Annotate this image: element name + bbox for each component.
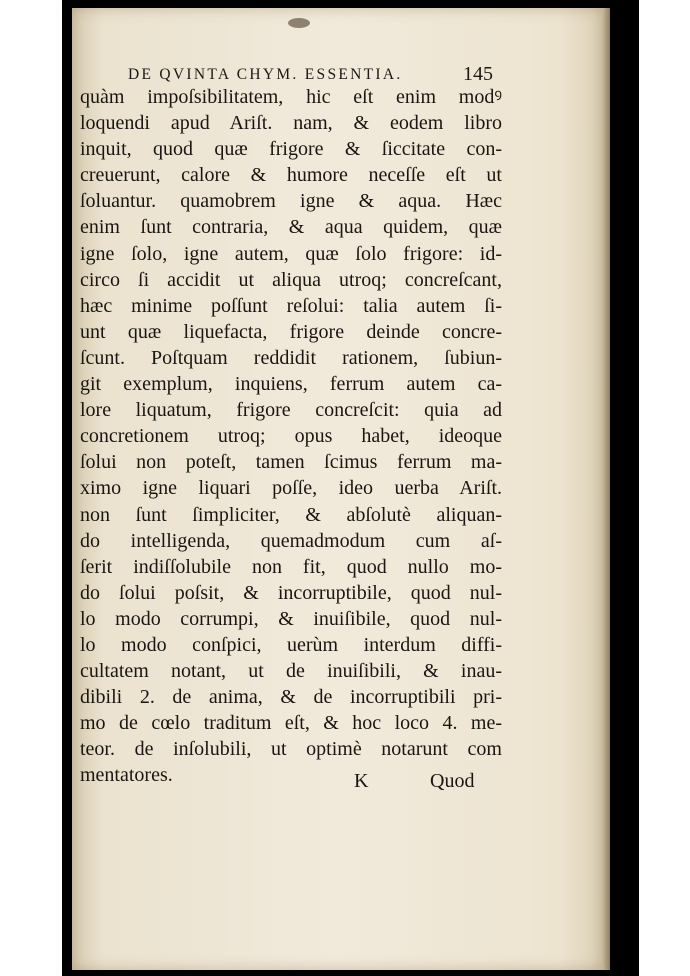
running-head: DE QVINTA CHYM. ESSENTIA. xyxy=(128,66,403,83)
text-line: ſoluantur. quamobrem igne & aqua. Hæc xyxy=(80,190,502,213)
text-line: cultatem notant, ut de inuiſibili, & inau- xyxy=(80,660,502,683)
text-line: unt quæ liquefacta, frigore deinde concre- xyxy=(80,320,502,343)
text-line: do ſolui poſsit, & incorruptibile, quod nul- xyxy=(80,581,502,604)
footer-row xyxy=(80,770,502,800)
text-line: creuerunt, calore & humore neceſſe eſt ut xyxy=(80,164,502,187)
text-line: ſerit indiſſolubile non fit, quod nullo mo- xyxy=(80,555,502,578)
text-line: concretionem utroq; opus habet, ideoque xyxy=(80,425,502,448)
catchword: Quod xyxy=(430,770,475,792)
text-line: do intelligenda, quemadmodum cum aſ- xyxy=(80,529,502,552)
text-line: non ſunt ſimpliciter, & abſolutè aliquan- xyxy=(80,503,502,526)
text-line: enim ſunt contraria, & aqua quidem, quæ xyxy=(80,216,502,239)
page-edge xyxy=(602,8,610,970)
text-line: ximo igne liquari poſſe, ideo uerba Ariſt. xyxy=(80,477,502,500)
text-line: lore liquatum, frigore concreſcit: quia ad xyxy=(80,399,502,422)
text-line: loquendi apud Ariſt. nam, & eodem libro xyxy=(80,112,502,135)
text-line: teor. de inſolubili, ut optimè notarunt com xyxy=(80,738,502,761)
page-number: 145 xyxy=(463,63,493,85)
text-line: hæc minime poſſunt reſolui: talia autem ſi- xyxy=(80,294,502,317)
text-line: ſcunt. Poſtquam reddidit rationem, ſubiun- xyxy=(80,346,502,369)
text-line: inquit, quod quæ frigore & ſiccitate con- xyxy=(80,138,502,161)
body-text xyxy=(80,84,502,789)
text-line: igne ſolo, igne autem, quæ ſolo frigore: id- xyxy=(80,242,502,265)
text-line: mentatores. xyxy=(80,764,173,787)
text-line: ſolui non poteſt, tamen ſcimus ferrum ma- xyxy=(80,451,502,474)
text-line: git exemplum, inquiens, ferrum autem ca- xyxy=(80,373,502,396)
text-line: mo de cœlo traditum eſt, & hoc loco 4. me- xyxy=(80,712,502,735)
signature-mark: K xyxy=(354,770,369,792)
text-line: circo ſi accidit ut aliqua utroq; concreſcant, xyxy=(80,268,502,291)
text-line: quàm impoſsibilitatem, hic eſt enim modꝰ xyxy=(80,86,502,108)
text-line: dibili 2. de anima, & de incorruptibili pri- xyxy=(80,686,502,709)
text-line: lo modo conſpici, uerùm interdum diffi- xyxy=(80,633,502,656)
ink-smudge xyxy=(288,18,310,28)
text-line: lo modo corrumpi, & inuiſibile, quod nul- xyxy=(80,607,502,630)
